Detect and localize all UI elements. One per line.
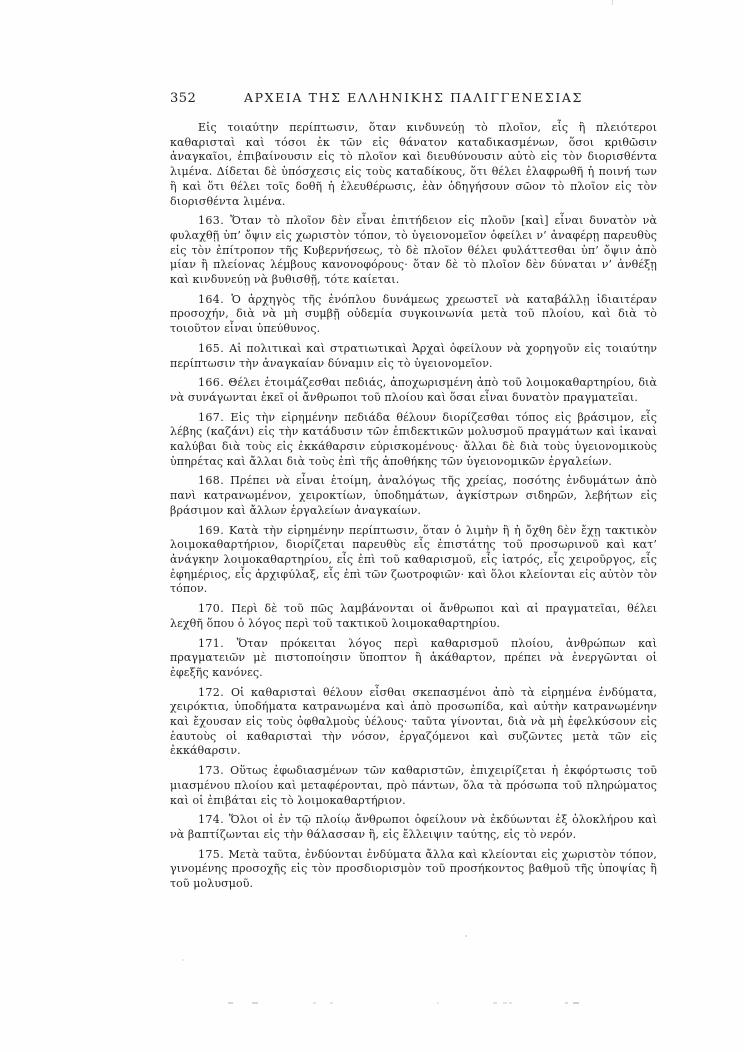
scan-speck — [612, 0, 613, 5]
paragraph: Εἰς τοιαύτην περίπτωσιν, ὅταν κινδυνεύῃ τὸ πλοῖον, εἷς ἢ πλειότεροι καθαρισταὶ καὶ τόσοι ἐκ τῶν εἰς θάνατον καταδικασμένων, ὅσοι κριθῶσιν ἀναγκαῖοι, ἐπιβαίνουσιν εἰς τὸ πλοῖον καὶ διευθύνουσιν αὐτὸ εἰς τὸν διορισθέντα λιμένα. Δίδεται δὲ ὑπόσχεσις εἰς τοὺς καταδίκους, ὅτι θέλει ἐλαφρωθῆ ἡ ποινή των ἢ καὶ ὅτι θέλει τοῖς δοθῆ ἡ ἐλευθέρωσις, ἐὰν ὁδηγήσουν σῶον τὸ πλοῖον εἰς τὸν διορισθέντα λιμένα. — [170, 121, 657, 208]
article-number: 164. — [198, 292, 232, 306]
article-number: 163. — [198, 214, 231, 228]
paragraph: 167. Εἰς τὴν εἰρημένην πεδιάδα θέλουν διορίζεσθαι τόπος εἰς βράσιμον, εἷς λέβης (καζάνι) εἰς τὴν κατάδυσιν τῶν ἐπιδεκτικῶν μολυσμοῦ πραγμάτων καὶ ἱκαναὶ καλύβαι διὰ τοὺς εἰς ἐκκάθαρσιν εὑρισκομένους· ἄλλαι δὲ διὰ τοὺς ὑγειονομικοὺς ὑπηρέτας καὶ ἄλλαι διὰ τοὺς ἐπὶ τῆς ἀποθήκης τῶν ὑγειονομικῶν ἐργαλείων. — [170, 410, 657, 468]
scan-speck — [182, 959, 184, 961]
page-number: 352 — [170, 91, 197, 106]
paragraph: 168. Πρέπει νὰ εἶναι ἑτοίμη, ἀναλόγως τῆς χρείας, ποσότης ἐνδυμάτων ἀπὸ πανὶ κατρανωμένον, χειροκτίων, ὑποδημάτων, ἀγκίστρων σιδηρῶν, λεβήτων εἰς βράσιμον καὶ ἄλλων ἐργαλείων ἀναγκαίων. — [170, 474, 657, 517]
article-number: 167. — [198, 410, 231, 424]
article-number: 174. — [198, 813, 230, 827]
article-number: 169. — [198, 523, 230, 537]
scan-speck — [465, 935, 467, 937]
paragraph: 166. Θέλει ἑτοιμάζεσθαι πεδιάς, ἀποχωρισμένη ἀπὸ τοῦ λοιμοκαθαρτηρίου, διὰ νὰ συνάγωνται ἐκεῖ οἱ ἄνθρωποι τοῦ πλοίου καὶ ὅσαι εἶναι δυνατὸν πραγματεῖαι. — [170, 376, 657, 404]
article-number: 171. — [198, 636, 237, 650]
paragraph: 171. Ὅταν πρόκειται λόγος περὶ καθαρισμοῦ πλοίου, ἀνθρώπων καὶ πραγματειῶν μὲ πιστοποίησιν ὕποπτον ἢ ἀκάθαρτον, πρέπει νὰ ἐνεργῶνται οἱ ἐφεξῆς κανόνες. — [170, 636, 657, 679]
paragraph: 169. Κατὰ τὴν εἰρημένην περίπτωσιν, ὅταν ὁ λιμὴν ἢ ἡ ὄχθη δὲν ἔχῃ τακτικὸν λοιμοκαθαρτήριον, διορίζεται παρευθὺς εἷς ἐπιστάτης τοῦ προσωρινοῦ καὶ κατ’ ἀνάγκην λοιμοκαθαρτηρίου, εἷς ἐπὶ τοῦ καθαρισμοῦ, εἷς ἰατρός, εἷς χειροῦργος, εἷς ἐφημέριος, εἷς ἀρχιφύλαξ, εἷς ἐπὶ τῶν ζωοτροφιῶν· καὶ ὅλοι κλείονται εἰς αὐτὸν τὸν τόπον. — [170, 523, 657, 596]
paragraph: 173. Οὕτως ἐφωδιασμένων τῶν καθαριστῶν, ἐπιχειρίζεται ἡ ἐκφόρτωσις τοῦ μιασμένου πλοίου καὶ μεταφέρονται, πρὸ πάντων, ὅλα τὰ πρόσωπα τοῦ πληρώματος καὶ οἱ ἐπιβάται εἰς τὸ λοιμοκαθαρτήριον. — [170, 764, 658, 807]
paragraph: 175. Μετὰ ταῦτα, ἐνδύονται ἐνδύματα ἄλλα καὶ κλείονται εἰς χωριστὸν τόπον, γινομένης προσοχῆς εἰς τὸν προσδιορισμὸν τοῦ προσήκοντος βαθμοῦ τῆς ὑποψίας ἢ τοῦ μολυσμοῦ. — [170, 847, 657, 891]
paragraph: 164. Ὁ ἀρχηγὸς τῆς ἐνόπλου δυνάμεως χρεωστεῖ νὰ καταβάλλῃ ἰδιαιτέραν προσοχήν, διὰ νὰ μὴ συμβῇ οὐδεμία συγκοινωνία μετὰ τοῦ πλοίου, καὶ διὰ τὸ τοιοῦτον εἶναι ὑπεύθυνος. — [170, 292, 657, 336]
scan-artifact-dashes — [0, 1002, 744, 1006]
article-number: 166. — [198, 376, 229, 390]
article-number: 172. — [198, 685, 231, 699]
paragraph: 174. Ὅλοι οἱ ἐν τῷ πλοίῳ ἄνθρωποι ὀφείλουν νὰ ἐκδύωνται ἐξ ὁλοκλήρου καὶ νὰ βαπτίζωνται εἰς τὴν θάλασσαν ἢ, εἰς ἔλλειψιν ταύτης, εἰς τὸ νερόν. — [170, 813, 657, 841]
paragraph: 170. Περὶ δὲ τοῦ πῶς λαμβάνονται οἱ ἄνθρωποι καὶ αἱ πραγματεῖαι, θέλει λεχθῆ ὅπου ὁ λόγος περὶ τοῦ τακτικοῦ λοιμοκαθαρτηρίου. — [170, 602, 657, 630]
running-header — [170, 90, 657, 108]
page-title: ΑΡΧΕΙΑ ΤΗΣ ΕΛΛΗΝΙΚΗΣ ΠΑΛΙΓΓΕΝΕΣΙΑΣ — [244, 90, 583, 105]
paragraph: 163. Ὅταν τὸ πλοῖον δὲν εἶναι ἐπιτήδειον εἰς πλοῦν [καὶ] εἶναι δυνατὸν νὰ φυλαχθῇ ὑπ’ ὄψιν εἰς χωριστὸν τόπον, τὸ ὑγειονομεῖον ὀφείλει ν’ ἀναφέρῃ παρευθὺς εἰς τὸν ἐπίτροπον τῆς Κυβερνήσεως, τὸ δὲ πλοῖον θέλει φυλάττεσθαι ὑπ’ ὄψιν ἀπὸ μίαν ἢ πλείονας λέμβους κανονοφόρους· ὅταν δὲ τὸ πλοῖον δὲν δύναται ν’ ἀνθέξῃ καὶ κινδυνεύῃ νὰ βυθισθῇ, τότε καίεται. — [170, 214, 657, 287]
article-number: 165. — [198, 341, 230, 355]
paragraph: 165. Αἱ πολιτικαὶ καὶ στρατιωτικαὶ Ἀρχαὶ ὀφείλουν νὰ χορηγοῦν εἰς τοιαύτην περίπτωσιν τὴν ἀναγκαίαν δύναμιν εἰς τὸ ὑγειονομεῖον. — [170, 341, 657, 370]
text-block — [170, 121, 657, 897]
article-number: 168. — [198, 474, 231, 488]
paragraph: 172. Οἱ καθαρισταὶ θέλουν εἶσθαι σκεπασμένοι ἀπὸ τὰ εἰρημένα ἐνδύματα, χειρόκτια, ὑποδήματα κατρανωμένα καὶ ἀπὸ προσωπίδα, καὶ αὐτὴν κατρανωμένην καὶ ἔχουσαν εἰς τοὺς ὀφθαλμοὺς ὑέλους· ταῦτα γίνονται, διὰ νὰ μὴ ἐφελκύσουν εἰς ἑαυτοὺς οἱ καθαρισταὶ τὴν νόσον, ἐργαζόμενοι καὶ συζῶντες μετὰ τῶν εἰς ἐκκάθαρσιν. — [170, 685, 657, 758]
article-number: 170. — [198, 602, 232, 616]
article-number: 173. — [198, 764, 231, 778]
article-number: 175. — [198, 847, 229, 861]
